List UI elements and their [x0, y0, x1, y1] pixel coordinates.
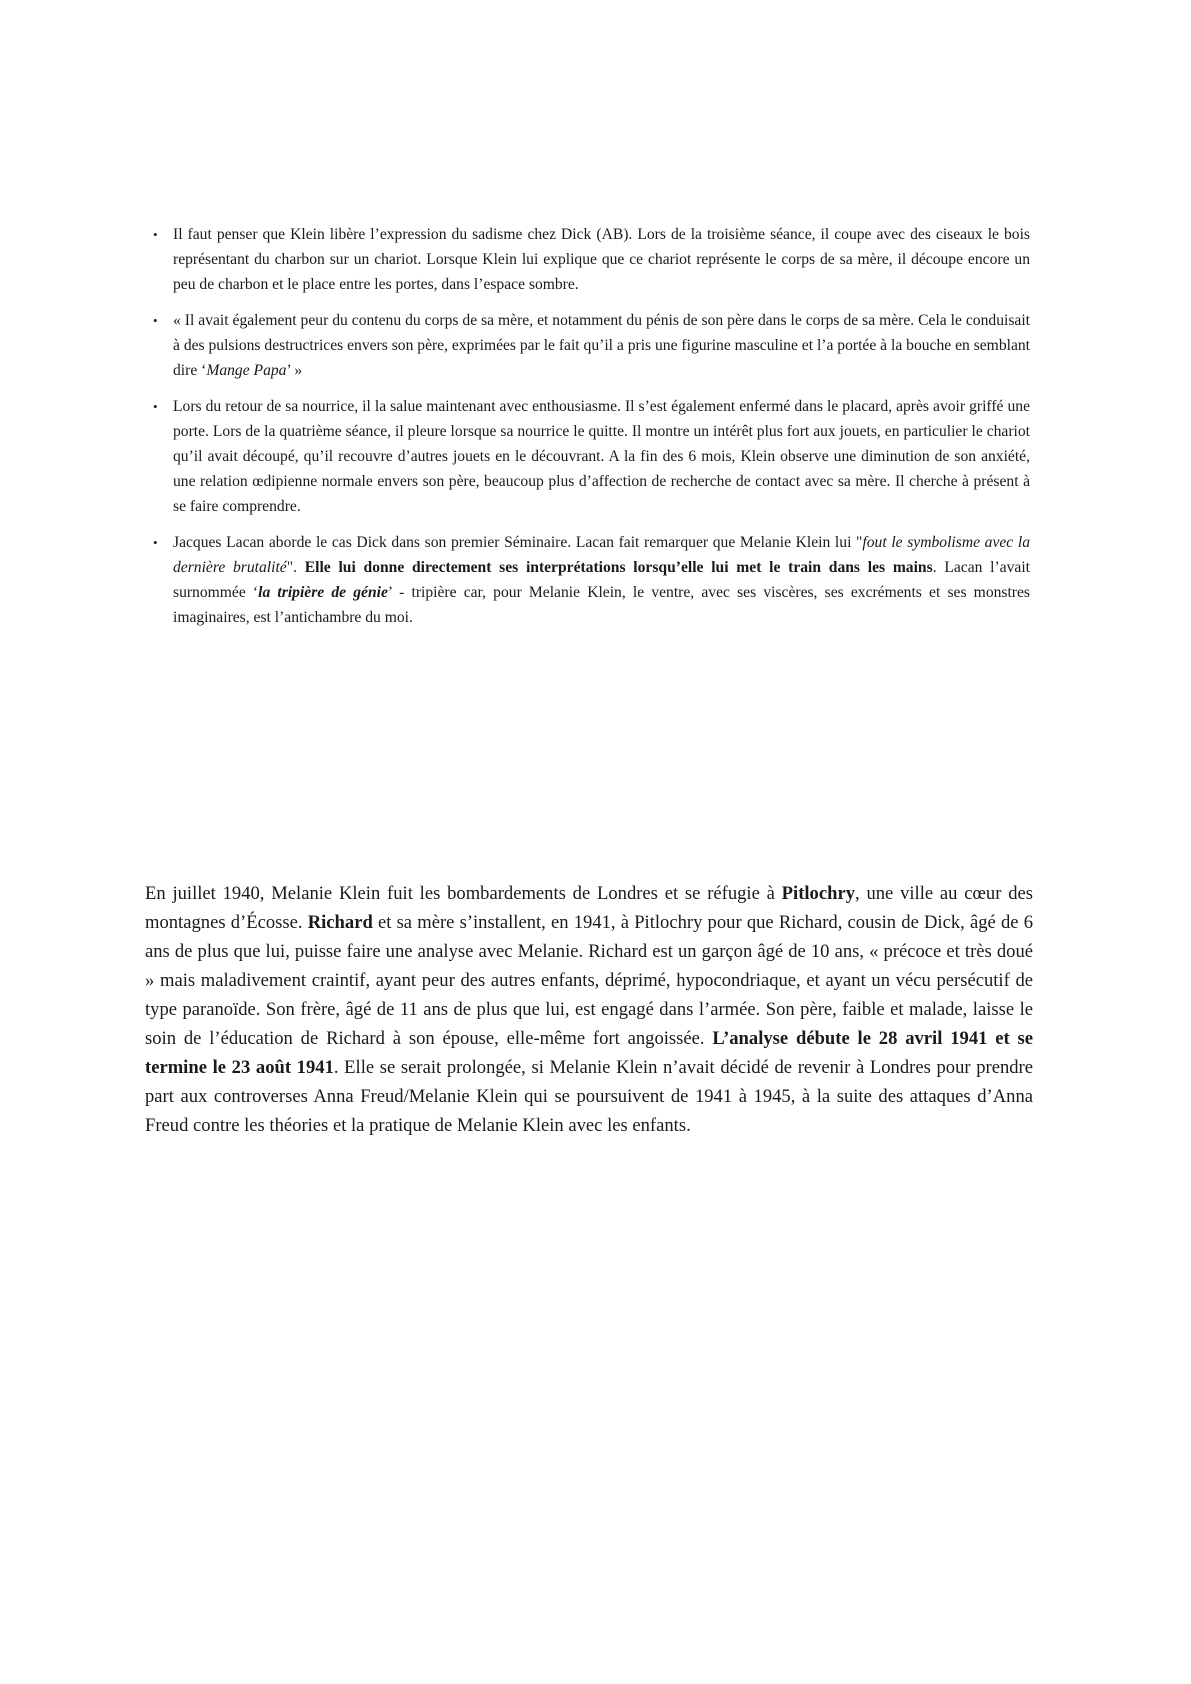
place-pitlochry: Pitlochry — [781, 883, 855, 904]
quote-mange-papa: Mange Papa — [206, 362, 287, 379]
bullet-item: • « Il avait également peur du contenu du corps de sa mère, et notamment du pénis de son père dans le corps de sa mère. Cela le conduisait à des pulsions destructrices envers son père, exprimées par le fait qu’il a pris une figurine masculine et l’a portée à la bouche en semblant dire ‘Mange Papa’ » — [150, 308, 1030, 383]
name-richard: Richard — [307, 912, 373, 933]
bullet-list — [150, 222, 1030, 641]
nickname-tripiere: la tripière de génie — [258, 584, 388, 601]
bullet-item: • Lors du retour de sa nourrice, il la salue maintenant avec enthousiasme. Il s’est également enfermé dans le placard, après avoir griffé une porte. Lors de la quatrième séance, il pleure lorsque sa nourrice le quitte. Il montre un intérêt plus fort aux jouets, en particulier le chariot qu’il avait découpé, qu’il recouvre d’autres jouets en le découvrant. A la fin des 6 mois, Klein observe une diminution de son anxiété, une relation œdipienne normale envers son père, beaucoup plus d’affection de recherche de contact avec sa mère. Il cherche à présent à se faire comprendre. — [150, 394, 1030, 519]
quote-lacan: fout le symbolisme avec la dernière brutalité — [173, 534, 1030, 576]
bullet-item: • Il faut penser que Klein libère l’expression du sadisme chez Dick (AB). Lors de la troisième séance, il coupe avec des ciseaux le bois représentant du charbon sur un chariot. Lorsque Klein lui explique que ce chariot représente le corps de sa mère, il découpe encore un peu de charbon et le place entre les portes, dans l’espace sombre. — [150, 222, 1030, 297]
analysis-dates: L’analyse débute le 28 avril 1941 et se termine le 23 août 1941 — [145, 1028, 1034, 1078]
bullet-item: • Jacques Lacan aborde le cas Dick dans son premier Séminaire. Lacan fait remarquer que Melanie Klein lui "fout le symbolisme avec la dernière brutalité". Elle lui donne directement ses interprétations lorsqu’elle lui met le train dans les mains. Lacan l’avait surnommée ‘la tripière de génie’ - tripière car, pour Melanie Klein, le ventre, avec ses viscères, ses excréments et ses monstres imaginaires, est l’antichambre du moi. — [150, 530, 1030, 630]
bold-statement: Elle lui donne directement ses interprétations lorsqu’elle lui met le train dans les mains — [304, 559, 933, 576]
body-paragraph: En juillet 1940, Melanie Klein fuit les bombardements de Londres et se réfugie à Pitlochry, une ville au cœur des montagnes d’Écosse. Richard et sa mère s’installent, en 1941, à Pitlochry pour que Richard, cousin de Dick, âgé de 6 ans de plus que lui, puisse faire une analyse avec Melanie. Richard est un garçon âgé de 10 ans, « précoce et très doué » mais maladivement craintif, ayant peur des autres enfants, déprimé, hypocondriaque, et ayant un vécu persécutif de type paranoïde. Son frère, âgé de 11 ans de plus que lui, est engagé dans l’armée. Son père, faible et malade, laisse le soin de l’éducation de Richard à son épouse, elle-même fort angoissée. L’analyse débute le 28 avril 1941 et se termine le 23 août 1941. Elle se serait prolongée, si Melanie Klein n’avait décidé de revenir à Londres pour prendre part aux controverses Anna Freud/Melanie Klein qui se poursuivent de 1941 à 1945, à la suite des attaques d’Anna Freud contre les théories et la pratique de Melanie Klein avec les enfants. — [145, 883, 1034, 1136]
